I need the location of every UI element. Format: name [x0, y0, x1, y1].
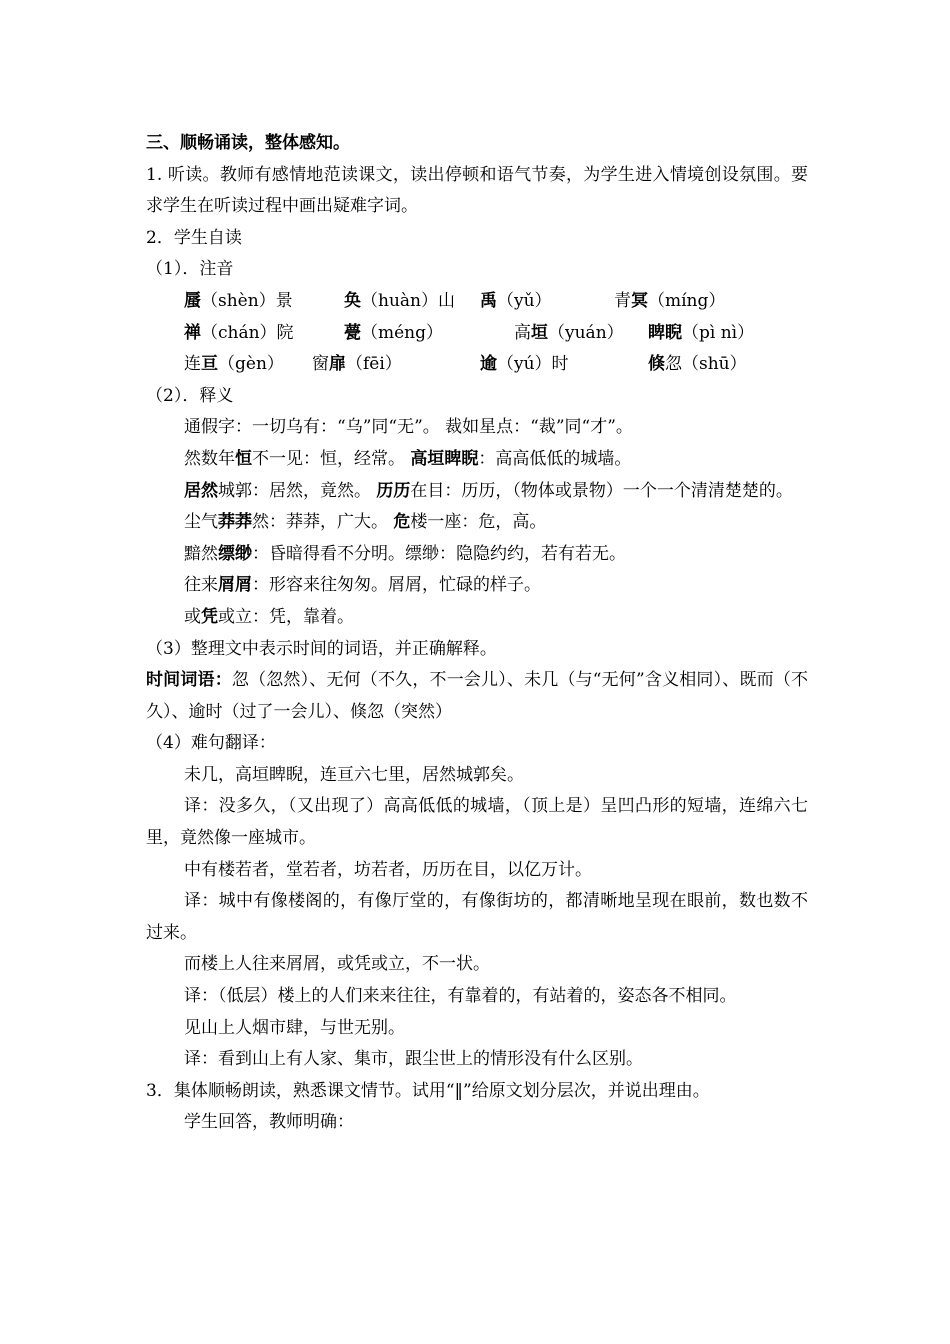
original-sentence: 而楼上人往来屑屑，或凭或立，不一状。: [184, 954, 490, 975]
paragraph-teacher-clarifies: 学生回答，教师明确：: [184, 1112, 354, 1133]
definition-line: 居然城郭：居然，竟然。 历历在目：历历，（物体或景物）一个一个清清楚楚的。: [184, 480, 793, 501]
pinyin-item: 睥睨（pì nì）: [648, 322, 755, 343]
original-sentence: 未几，高垣睥睨，连亘六七里，居然城郭矣。: [184, 764, 524, 785]
pinyin-item: 连亘（gèn）: [184, 354, 284, 375]
subsection-time-words: （3）整理文中表示时间的词语，并正确解释。: [146, 638, 497, 659]
pinyin-item: 奂（huàn）山: [344, 290, 455, 311]
definition-line: 或凭或立：凭，靠着。: [184, 606, 354, 627]
translation-line: 译：没多久，（又出现了）高高低低的城墙，（顶上是）呈凹凸形的短墙，连绵六七里，竟然像一座城市。: [146, 796, 808, 849]
paragraph-group-reading: 3．集体顺畅朗读，熟悉课文情节。试用“‖”给原文划分层次，并说出理由。: [146, 1080, 710, 1101]
definition-line: 黯然缥缈：昏暗得看不分明。缥缈：隐隐约约，若有若无。: [184, 543, 626, 564]
definition-line: 尘气莽莽然：莽莽，广大。 危楼一座：危，高。: [184, 512, 547, 533]
paragraph-self-reading: 2．学生自读: [146, 227, 242, 248]
definition-line: 然数年恒不一见：恒，经常。 高垣睥睨：高高低低的城墙。: [184, 448, 632, 469]
pinyin-item: 倏忽（shū）: [648, 354, 747, 375]
original-sentence: 中有楼若者，堂若者，坊若者，历历在目，以亿万计。: [184, 859, 592, 880]
time-words-paragraph: 时间词语：忽（忽然）、无何（不久，不一会儿）、未几（与“无何”含义相同）、既而（不久）、逾时（过了一会儿）、倏忽（突然）: [146, 670, 808, 722]
section-heading: 三、顺畅诵读，整体感知。: [146, 133, 350, 153]
pinyin-item: 逾（yú）时: [480, 354, 569, 375]
pinyin-row: [146, 349, 808, 381]
translation-line: 译：看到山上有人家、集市，跟尘世上的情形没有什么区别。: [184, 1049, 643, 1070]
subsection-definitions: （2）．释义: [146, 385, 234, 406]
definition-line: 通假字：一切乌有：“乌”同“无”。 裁如星点：“裁”同“才”。: [184, 417, 633, 438]
definition-line: 往来屑屑：形容来往匆匆。屑屑，忙碌的样子。: [184, 575, 541, 596]
pinyin-item: 蜃（shèn）景: [184, 290, 293, 311]
document-body: [146, 128, 808, 1139]
pinyin-item: 窗扉（fēi）: [312, 354, 402, 375]
translation-line: 译：（低层）楼上的人们来来往往，有靠着的，有站着的，姿态各不相同。: [184, 986, 737, 1007]
translation-line: 译：城中有像楼阁的，有像厅堂的，有像街坊的，都清晰地呈现在眼前，数也数不过来。: [146, 891, 808, 943]
paragraph-listen-reading: 1. 听读。教师有感情地范读课文，读出停顿和语气节奏，为学生进入情境创设氛围。要求学生在听读过程中画出疑难字词。: [146, 164, 808, 217]
subsection-translation: （4）难句翻译：: [146, 733, 276, 754]
pinyin-row: [146, 318, 808, 350]
pinyin-item: 高垣（yuán）: [514, 322, 624, 343]
pinyin-item: 青冥（míng）: [614, 290, 726, 311]
pinyin-row: [146, 286, 808, 318]
subsection-pronunciation: （1）．注音: [146, 259, 234, 280]
pinyin-item: 禹（yǔ）: [480, 290, 552, 311]
original-sentence: 见山上人烟市肆，与世无别。: [184, 1017, 405, 1038]
pinyin-item: 甍（méng）: [344, 322, 444, 343]
pinyin-item: 禅（chán）院: [184, 322, 294, 343]
